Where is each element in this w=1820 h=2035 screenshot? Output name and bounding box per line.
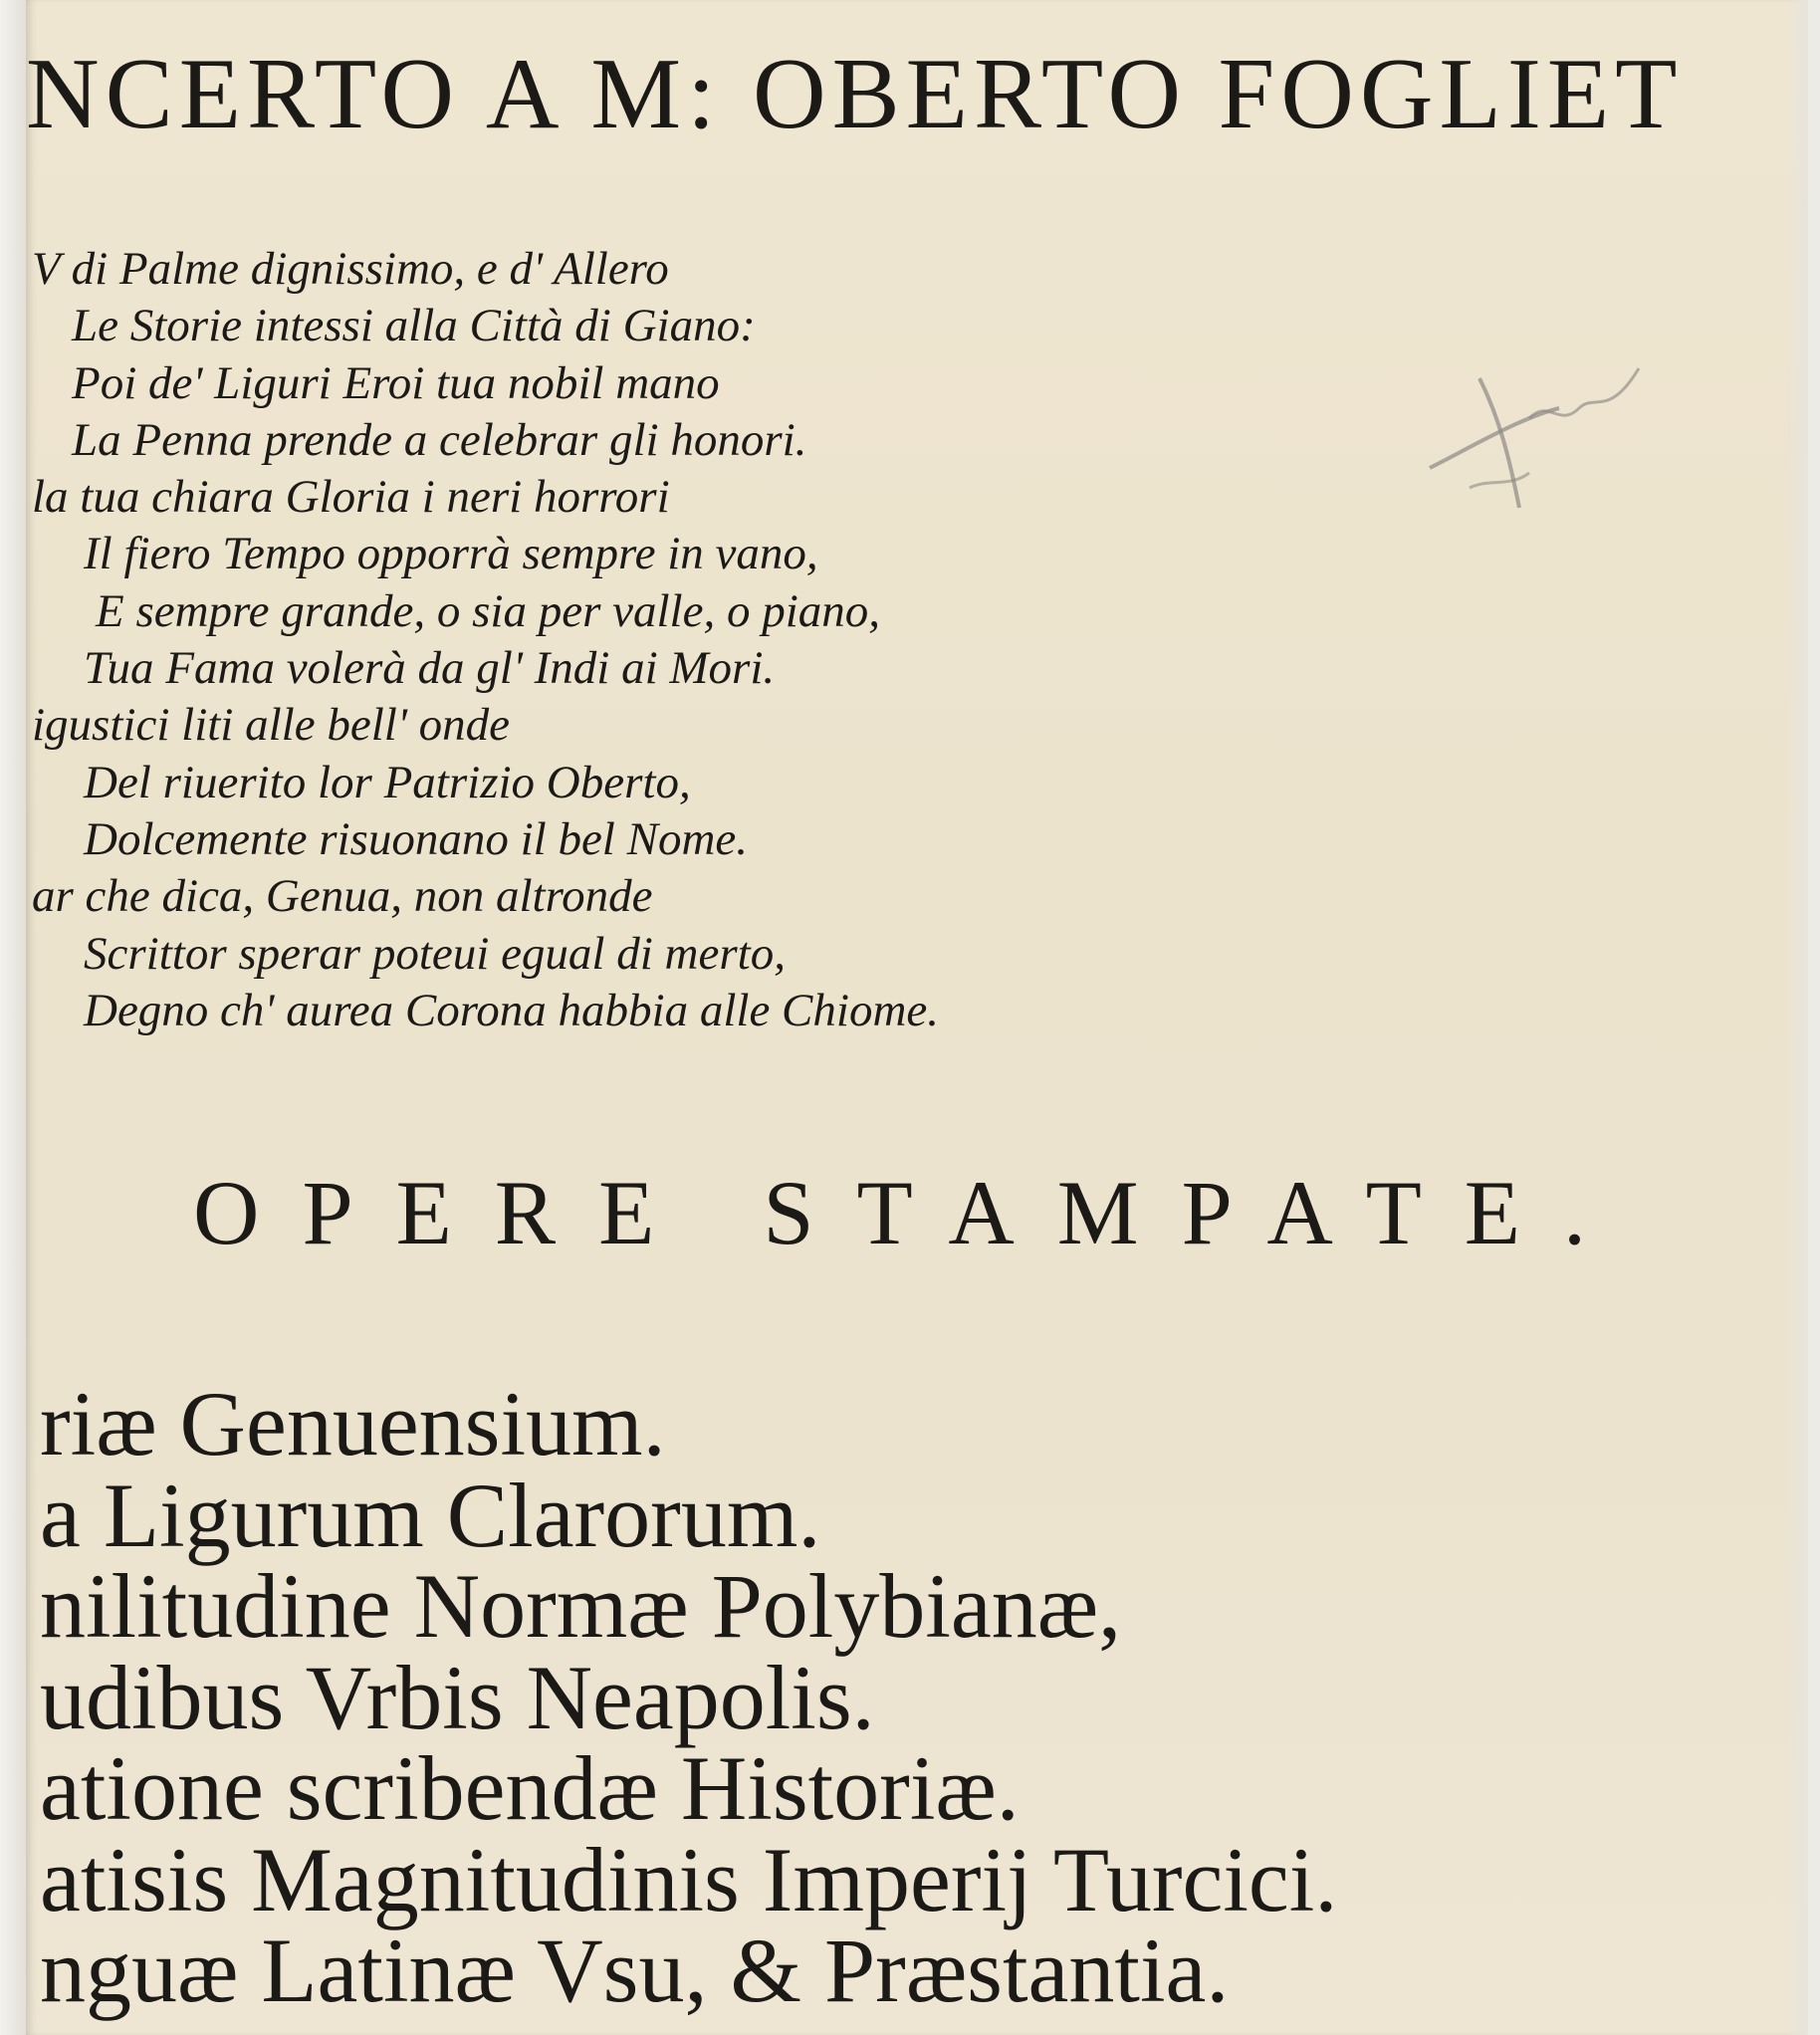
poem-line: E sempre grande, o sia per valle, o piano, bbox=[96, 584, 881, 637]
poem-line: Le Storie intessi alla Città di Giano: bbox=[72, 300, 756, 352]
poem-line: Il fiero Tempo opporrà sempre in vano, bbox=[84, 528, 818, 580]
poem-line: igustici liti alle bell' onde bbox=[32, 699, 510, 752]
poem-line: La Penna prende a celebrar gli honori. bbox=[72, 413, 807, 466]
list-item: udibus Vrbis Neapolis. bbox=[40, 1646, 875, 1748]
poem-line: Degno ch' aurea Corona habbia alle Chiome. bbox=[84, 984, 940, 1036]
list-item: nguæ Latinæ Vsu, & Præstantia. bbox=[40, 1920, 1230, 2021]
book-page bbox=[26, 0, 1808, 2035]
poem-line: Dolcemente risuonano il bel Nome. bbox=[84, 812, 749, 865]
poem-line: V di Palme dignissimo, e d' Allero bbox=[32, 243, 669, 295]
list-item: a Ligurum Clarorum. bbox=[40, 1464, 821, 1566]
poem-line: Tua Fama volerà da gl' Indi ai Mori. bbox=[84, 642, 776, 695]
works-list bbox=[40, 1373, 1338, 2021]
page-title: NCERTO A M: OBERTO FOGLIET bbox=[26, 38, 1684, 150]
section-heading: OPERE STAMPATE. bbox=[193, 1162, 1629, 1263]
page-left-edge bbox=[0, 0, 26, 2035]
poem-line: la tua chiara Gloria i neri horrori bbox=[32, 471, 670, 524]
poem-line: ar che dica, Genua, non altronde bbox=[32, 870, 653, 923]
list-item: riæ Genuensium. bbox=[40, 1373, 666, 1474]
pencil-annotation bbox=[1410, 358, 1669, 558]
poem-line: Scrittor sperar poteui egual di merto, bbox=[84, 927, 786, 980]
sonnet bbox=[26, 241, 1121, 1039]
poem-line: Poi de' Liguri Eroi tua nobil mano bbox=[72, 356, 720, 409]
poem-line: Del riuerito lor Patrizio Oberto, bbox=[84, 756, 691, 808]
list-item: atisis Magnitudinis Imperij Turcici. bbox=[40, 1828, 1338, 1930]
list-item: nilitudine Normæ Polybianæ, bbox=[40, 1555, 1122, 1657]
list-item: atione scribendæ Historiæ. bbox=[40, 1737, 1020, 1839]
